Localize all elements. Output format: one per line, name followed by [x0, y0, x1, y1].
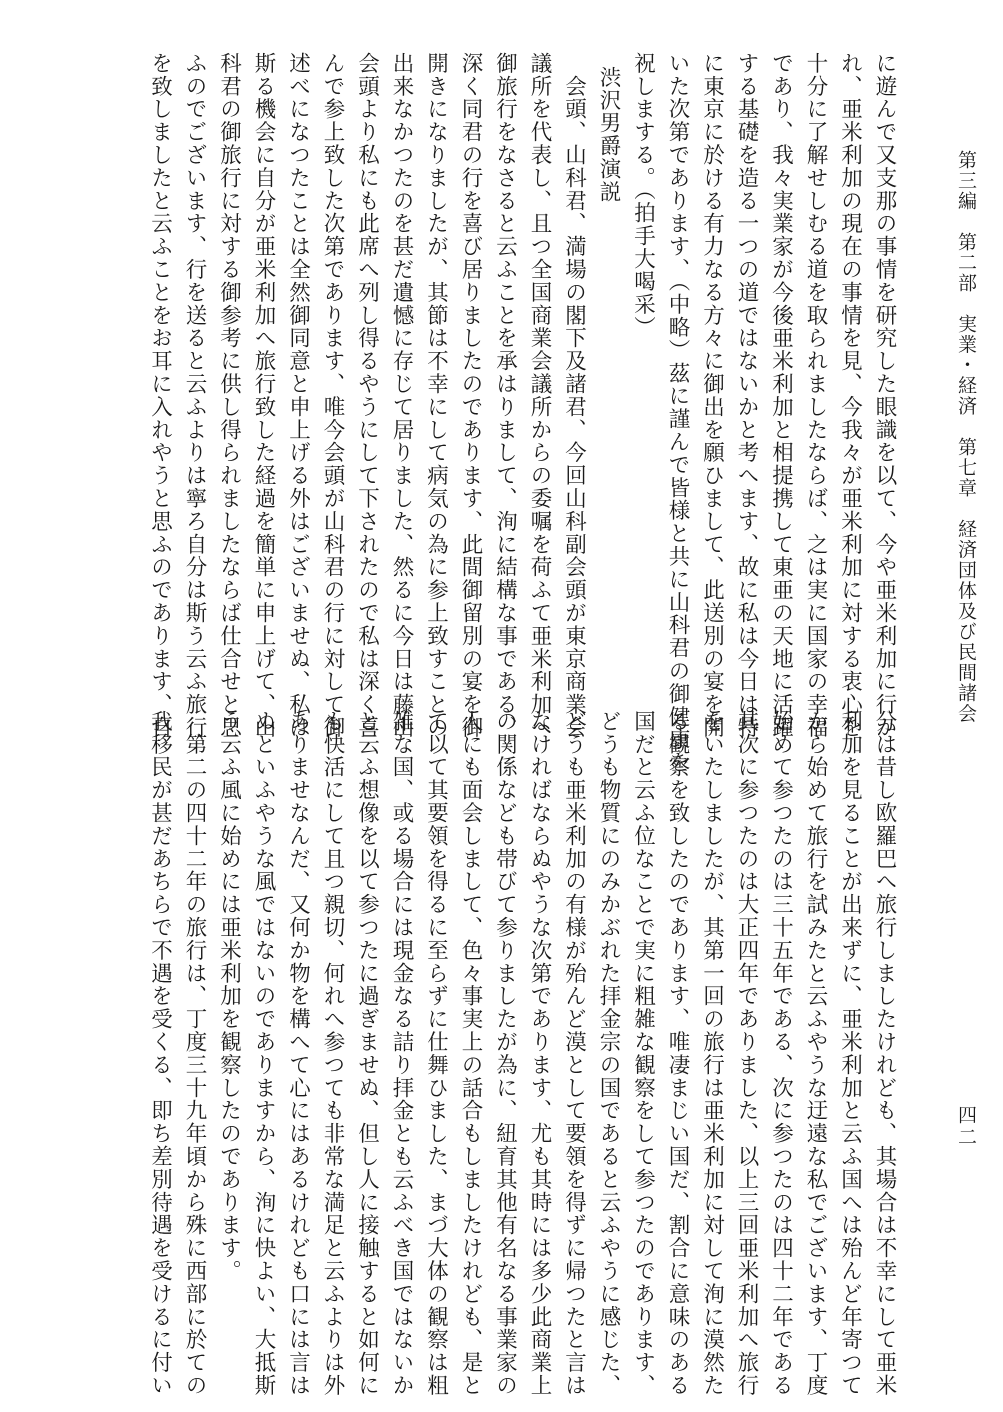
bottom-column: 利加を見ることが出来ずに、亜米利加と云ふ国へは殆んど年寄つて [837, 710, 863, 1397]
top-column: であり、我々実業家が今後亜米利加と相提携して東亜の天地に活躍 [768, 52, 794, 739]
top-column: 十分に了解せしむる道を取られましたならば、之は実に国家の幸福 [803, 52, 828, 739]
top-column: ふのでございます、行を送ると云ふよりは寧ろ自分は斯う云ふ旅行 [182, 52, 207, 739]
bottom-column: どうも亜米利加の有様が殆んど漠として要領を得ずに帰つたと言は [561, 710, 587, 1397]
bottom-column: から始めて旅行を試みたと云ふやうな迂遠な私でございます、丁度 [803, 710, 828, 1397]
top-column: れ、亜米利加の現在の事情を見、今我々が亜米利加に対する衷心を [837, 52, 863, 739]
top-column: する基礎を造る一つの道ではないかと考へます、故に私は今日は特 [734, 52, 759, 739]
bottom-column: なければならぬやうな次第であります、尤も其時には多少此商業上 [527, 710, 552, 1397]
top-column: いた次第であります、（中略）茲に謹んで皆様と共に山科君の御健康を [665, 52, 690, 775]
top-column: んで参上致した次第であります、唯今会頭が山科君の行に対して御 [320, 52, 345, 739]
bottom-column: 其次に参つたのは大正四年でありました、以上三回亜米利加へ旅行 [734, 710, 759, 1397]
section-heading: 渋沢男爵演説 [596, 66, 621, 204]
bottom-column: 分は昔し欧羅巴へ旅行しましたけれども、其場合は不幸にして亜米 [872, 710, 897, 1397]
top-column: を致しましたと云ふことをお耳に入れやうと思ふのであります、自 [147, 52, 173, 739]
bottom-column: をいたしましたが、其第一回の旅行は亜米利加に対して洵に漠然た [699, 710, 725, 1397]
top-column: 科君の御旅行に対する御参考に供し得られましたならば仕合せと思 [216, 52, 242, 739]
bottom-column: も快活にして且つ親切、何れへ参つても非常な満足と云ふよりは外 [320, 710, 345, 1397]
bottom-column: 第二の四十二年の旅行は、丁度三十九年頃から殊に西部に於ての [182, 710, 207, 1397]
bottom-column: の関係なども帯びて参りましたが為に、紐育其他有名なる事業家の [492, 710, 518, 1397]
top-column: 会頭、山科君、満場の閣下及諸君、今回山科副会頭が東京商業会 [561, 52, 587, 739]
top-column: 述べになつたことは全然御同意と申上げる外はございませぬ、私は [285, 52, 311, 739]
running-header: 第三編 第二部 実業・経済 第七章 経済団体及び民間諸会 [955, 150, 977, 724]
bottom-column: ありませなんだ、又何か物を構へて心にはあるけれども口には言は [285, 710, 311, 1397]
bottom-column: 始めて参つたのは三十五年である、次に参つたのは四十二年である [768, 710, 794, 1397]
top-column: に遊んで又支那の事情を研究した眼識を以て、今や亜米利加に行か [872, 52, 897, 739]
top-column: に東京に於ける有力なる方々に御出を願ひまして、此送別の宴を開 [699, 52, 725, 739]
bottom-column: 我移民が甚だあちらで不遇を受くる、即ち差別待遇を受けるに付い [147, 710, 173, 1397]
bottom-column: どうも物質にのみかぶれた拝金宗の国であると云ふやうに感じた、 [596, 710, 621, 1397]
top-column: 開きになりましたが、其節は不幸にして病気の為に参上致すことの [423, 52, 449, 739]
top-column: 会頭より私にも此席へ列し得るやうにして下されたので私は深く喜 [354, 52, 380, 739]
bottom-column: 雑な国、或る場合には現金なる詰り拝金とも云ふべき国ではないか [389, 710, 414, 1397]
top-column: 出来なかつたのを甚だ遺憾に存じて居りました、然るに今日は藤山 [389, 52, 414, 739]
bottom-column: る観察を致したのであります、唯凄まじい国だ、割合に意味のある [665, 710, 690, 1397]
bottom-column: 人にも面会しまして、色々事実上の話合もしましたけれども、是と [458, 710, 483, 1397]
top-column: 議所を代表し、且つ全国商業会議所からの委嘱を荷ふて亜米利加へ [527, 52, 552, 739]
top-column: 斯る機会に自分が亜米利加へ旅行致した経過を簡単に申上げて、山 [251, 52, 276, 739]
bottom-column: と云ふ想像を以て参つたに過ぎませぬ、但し人に接触すると如何に [354, 710, 380, 1397]
top-column: 深く同君の行を喜び居りましたのであります、此間御留別の宴を御 [458, 52, 483, 739]
top-column: 祝しまする。（拍手大喝采） [630, 52, 656, 339]
top-column: 御旅行をなさると云ふことを承はりまして、洵に結構な事である、 [492, 52, 518, 739]
bottom-column: ぬといふやうな風ではないのでありますから、洵に快よい、大抵斯 [251, 710, 276, 1397]
page-number: 四二 [955, 1105, 977, 1149]
bottom-column: う云ふ風に始めには亜米利加を観察したのであります。 [216, 710, 242, 1283]
bottom-column: 国だと云ふ位なことで実に粗雑な観察をして参つたのであります、 [630, 710, 656, 1397]
bottom-column: て以て其要領を得るに至らずに仕舞ひました、まづ大体の観察は粗 [423, 710, 449, 1397]
